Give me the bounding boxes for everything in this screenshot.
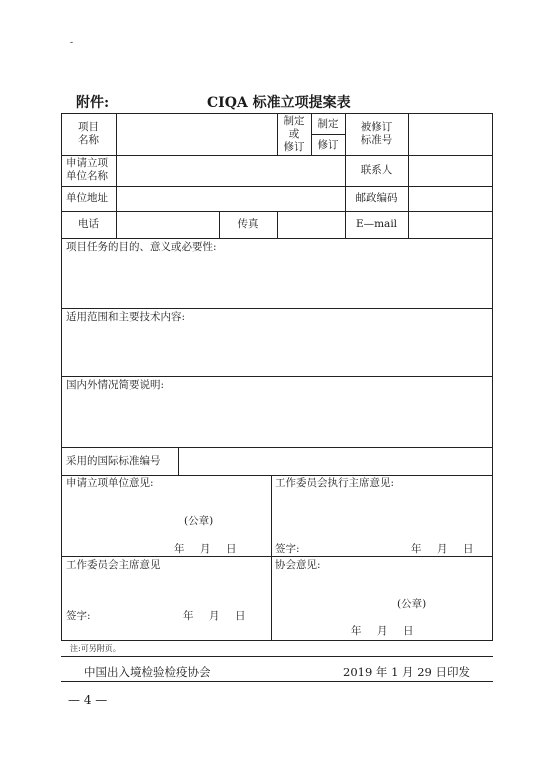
attachment-label: 附件: — [76, 95, 110, 111]
date-3-day: 日 — [235, 610, 246, 622]
email-label: E—mail — [355, 218, 398, 230]
unit-address-label: 单位地址 — [66, 192, 108, 204]
date-2-month: 月 — [437, 543, 448, 555]
intl-standard-field[interactable] — [179, 448, 491, 474]
status-label: 国内外情况简要说明: — [66, 379, 165, 391]
date-1-year: 年 — [174, 543, 185, 555]
date-3-month: 月 — [209, 610, 220, 622]
make-option: 制定 — [317, 118, 339, 130]
date-4-year: 年 — [351, 625, 362, 637]
page-number: — 4 — — [68, 693, 108, 707]
intl-standard-label: 采用的国际标准编号 — [66, 455, 161, 467]
applicant-opinion-label: 申请立项单位意见: — [66, 477, 154, 489]
scope-field[interactable] — [62, 326, 492, 375]
applicant-unit-label: 申请立项 单位名称 — [66, 157, 108, 182]
page-mark: - — [70, 38, 74, 48]
date-1-month: 月 — [200, 543, 211, 555]
form-title: CIQA 标准立项提案表 — [207, 95, 351, 111]
postal-code-label: 邮政编码 — [355, 192, 398, 204]
purpose-field[interactable] — [62, 256, 492, 307]
scope-label: 适用范围和主要技术内容: — [66, 311, 186, 323]
issue-date: 2019 年 1 月 29 日印发 — [343, 665, 470, 679]
contact-person-label: 联系人 — [360, 164, 393, 176]
seal-1: (公章) — [184, 515, 214, 527]
issuer-name: 中国出入境检验检疫协会 — [84, 665, 211, 679]
revised-standard-number-label: 被修订 标准号 — [360, 121, 393, 146]
date-2-year: 年 — [411, 543, 422, 555]
fax-field[interactable] — [278, 212, 344, 237]
revise-option: 修订 — [317, 139, 339, 151]
date-4-month: 月 — [377, 625, 388, 637]
phone-field[interactable] — [117, 212, 218, 237]
footnote: 注:可另附页。 — [70, 644, 121, 653]
sign-1-label: 签字: — [275, 543, 300, 555]
association-opinion-label: 协会意见: — [275, 559, 321, 571]
date-3-year: 年 — [183, 610, 194, 622]
purpose-label: 项目任务的目的、意义或必要性: — [66, 241, 217, 253]
sign-2-label: 签字: — [66, 610, 91, 622]
chair-opinion-label: 工作委员会主席意见 — [66, 559, 161, 571]
phone-label: 电话 — [78, 218, 99, 230]
fax-label: 传真 — [237, 218, 259, 230]
project-name-field[interactable] — [117, 114, 276, 154]
contact-person-field[interactable] — [409, 156, 491, 185]
status-field[interactable] — [62, 394, 492, 446]
unit-address-field[interactable] — [117, 187, 344, 210]
date-1-day: 日 — [226, 543, 237, 555]
date-2-day: 日 — [463, 543, 474, 555]
email-field[interactable] — [409, 212, 491, 237]
exec-chair-opinion-label: 工作委员会执行主席意见: — [275, 477, 395, 489]
make-or-revise-label: 制定 或 修订 — [283, 115, 305, 153]
postal-code-field[interactable] — [409, 187, 491, 210]
project-name-label: 项目 名称 — [78, 121, 99, 146]
seal-2: (公章) — [397, 598, 427, 610]
applicant-unit-field[interactable] — [117, 156, 344, 185]
revised-standard-number-field[interactable] — [409, 114, 491, 154]
date-4-day: 日 — [403, 625, 414, 637]
